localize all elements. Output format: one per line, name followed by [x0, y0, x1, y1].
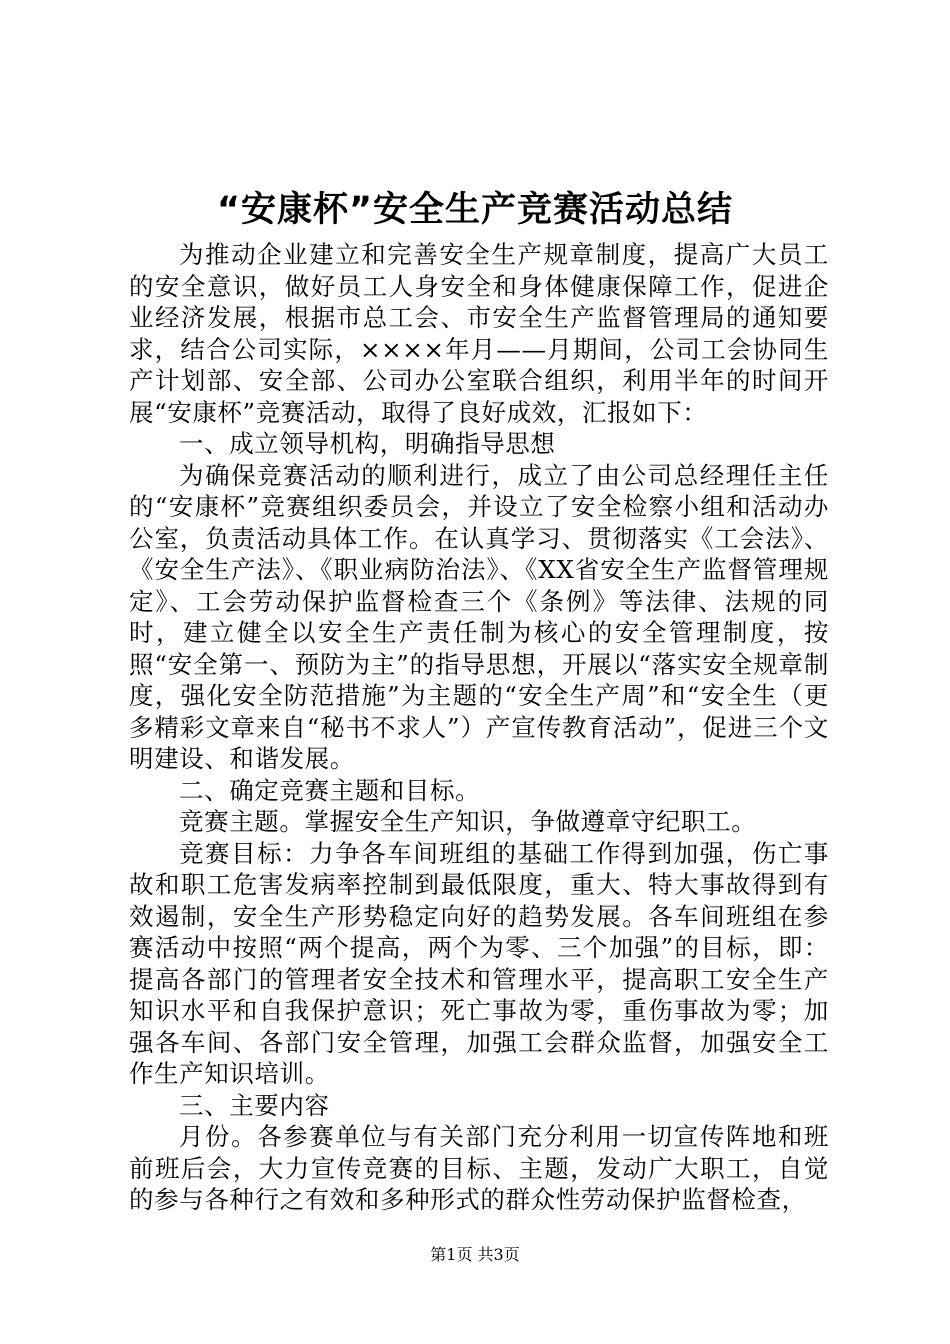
- section-heading-2: 二、确定竞赛主题和目标。: [179, 775, 481, 805]
- paragraph-goals: 竞赛目标：力争各车间班组的基础工作得到加强，伤亡事故和职工危害发病率控制到最低限度，重大、特大事故得到有效遏制，安全生产形势稳定向好的趋势发展。各车间班组在参赛活动中按照“两个提高，两个为零、三个加强”的目标，即：提高各部门的管理者安全技术和管理水平，提高职工安全生产知识水平和自我保护意识；死亡事故为零，重伤事故为零；加强各车间、各部门安全管理，加强工会群众监督，加强安全工作生产知识培训。: [129, 838, 829, 1088]
- section-heading-1: 一、成立领导机构，明确指导思想: [179, 429, 556, 458]
- document-title: “安康杯”安全生产竞赛活动总结: [216, 190, 733, 230]
- page-number-footer: 第1页 共3页: [430, 1245, 520, 1264]
- paragraph-content: 月份。各参赛单位与有关部门充分利用一切宣传阵地和班前班后会，大力宣传竞赛的目标、主题，发动广大职工，自觉的参与各种行之有效和多种形式的群众性劳动保护监督检查，: [129, 1122, 829, 1214]
- section-heading-3: 三、主要内容: [179, 1090, 330, 1120]
- paragraph-theme: 竞赛主题。掌握安全生产知识，争做遵章守纪职工。: [179, 807, 757, 836]
- paragraph-section-1: 为确保竞赛活动的顺利进行，成立了由公司总经理任主任的“安康杯”竞赛组织委员会，并设立了安全检察小组和活动办公室，负责活动具体工作。在认真学习、贯彻落实《工会法》、《安全生产法》、《职业病防治法》、《XX省安全生产监督管理规定》、工会劳动保护监督检查三个《条例》等法律、法规的同时，建立健全以安全生产责任制为核心的安全管理制度，按照“安全第一、预防为主”的指导思想，开展以“落实安全规章制度，强化安全防范措施”为主题的“安全生产周”和“安全生（更多精彩文章来自“秘书不求人”）产宣传教育活动”，促进三个文明建设、和谐发展。: [129, 460, 829, 773]
- paragraph-intro: 为推动企业建立和完善安全生产规章制度，提高广大员工的安全意识，做好员工人身安全和身体健康保障工作，促进企业经济发展，根据市总工会、市安全生产监督管理局的通知要求，结合公司实际，××××年月——月期间，公司工会协同生产计划部、安全部、公司办公室联合组织，利用半年的时间开展“安康杯”竞赛活动，取得了良好成效，汇报如下：: [129, 240, 829, 427]
- document-body: [129, 239, 829, 1216]
